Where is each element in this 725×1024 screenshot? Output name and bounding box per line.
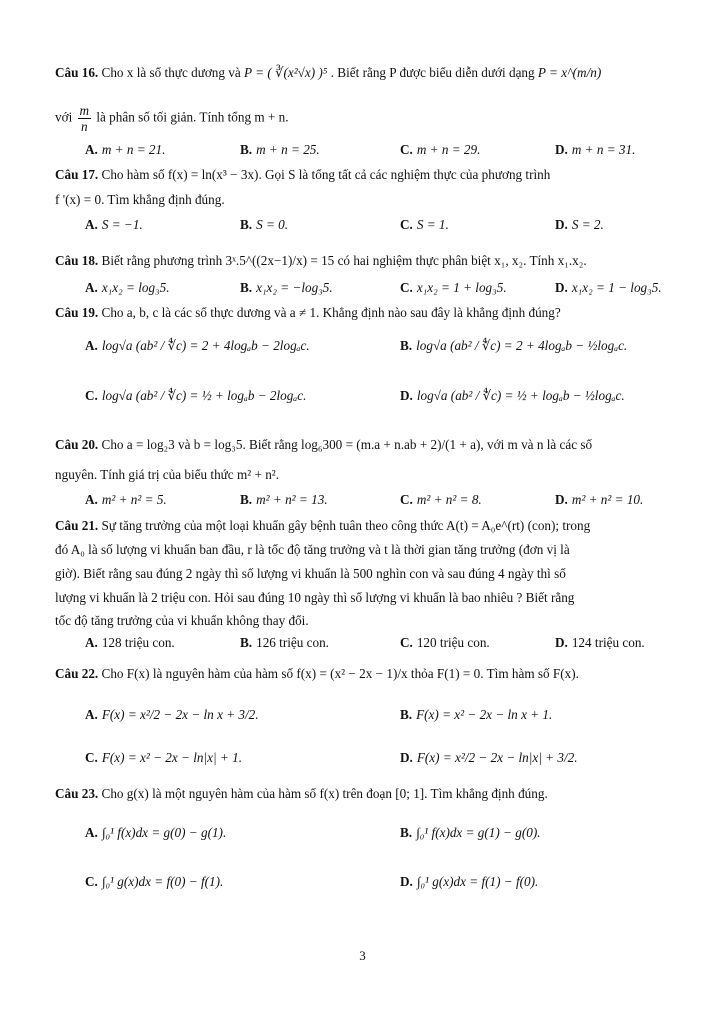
q18-option-c: C. x₁x₂ = 1 + log₃5. [400, 280, 507, 295]
q17-text2: f '(x) = 0. Tìm khẳng định đúng. [55, 192, 225, 207]
q16-option-b: B. m + n = 25. [240, 142, 320, 157]
q19-line1 [55, 304, 561, 322]
q18-option-d: D. x₁x₂ = 1 − log₃5. [555, 280, 662, 295]
q21-line3: giờ). Biết rằng sau đúng 2 ngày thì số lượng vi khuẩn là 500 nghìn con và sau đúng 4 ngày thì số [55, 566, 566, 581]
q21-option-d: D. 124 triệu con. [555, 635, 645, 650]
q17-option-c: C. S = 1. [400, 217, 449, 232]
q23-text1: Cho g(x) là một nguyên hàm của hàm số f(x) trên đoạn [0; 1]. Tìm khẳng định đúng. [101, 786, 548, 801]
q17-option-d: D. S = 2. [555, 217, 604, 232]
q19-text1: Cho a, b, c là các số thực dương và a ≠ 1. Khẳng định nào sau đây là khẳng định đúng? [101, 305, 561, 320]
q16-frac-num: m [79, 103, 90, 118]
q23-option-b: B. ∫₀¹ f(x)dx = g(1) − g(0). [400, 825, 541, 840]
q16-line1 [55, 64, 601, 82]
q21-label: Câu 21. [55, 518, 99, 533]
q20-line2 [55, 466, 279, 484]
q22-text1: Cho F(x) là nguyên hàm của hàm số f(x) = (x² − 2x − 1)/x thỏa F(1) = 0. Tìm hàm số F(x). [101, 666, 579, 681]
q21-option-a: A. 128 triệu con. [85, 635, 175, 650]
q22-label: Câu 22. [55, 666, 99, 681]
q16-form2: P = x^(m/n) [537, 65, 602, 80]
q18-line1 [55, 252, 587, 270]
q21-line5: tốc độ tăng trưởng của vi khuẩn không thay đổi. [55, 613, 309, 628]
q23-line1 [55, 785, 548, 803]
q20-line1 [55, 436, 592, 454]
q16-text1: Cho x là số thực dương và [101, 65, 241, 80]
q22-option-b: B. F(x) = x² − 2x − ln x + 1. [400, 707, 553, 722]
page-number: 3 [359, 948, 366, 963]
q17-text1: Cho hàm số f(x) = ln(x³ − 3x). Gọi S là tổng tất cả các nghiệm thực của phương trình [101, 167, 551, 182]
q16-line2 [55, 103, 289, 134]
q20-text1: Cho a = log₂3 và b = log₃5. Biết rằng log₆300 = (m.a + n.ab + 2)/(1 + a), với m và n là các số [101, 437, 593, 452]
q16-fraction [78, 103, 92, 134]
q16-frac-den: n [81, 119, 88, 134]
q17-option-b: B. S = 0. [240, 217, 289, 232]
q23-option-c: C. ∫₀¹ g(x)dx = f(0) − f(1). [85, 874, 224, 889]
q21-line2: đó A₀ là số lượng vi khuẩn ban đầu, r là tốc độ tăng trưởng và t là thời gian tăng trưởng (đơn vị là [55, 542, 570, 557]
q16-option-a: A. m + n = 21. [85, 142, 166, 157]
q17-line1 [55, 166, 550, 184]
q16-label: Câu 16. [55, 65, 99, 80]
q22-option-a: A. F(x) = x²/2 − 2x − ln x + 3/2. [85, 707, 259, 722]
q21-option-c: C. 120 triệu con. [400, 635, 490, 650]
q23-label: Câu 23. [55, 786, 99, 801]
q23-option-d: D. ∫₀¹ g(x)dx = f(1) − f(0). [400, 874, 539, 889]
q17-option-a: A. S = −1. [85, 217, 143, 232]
q21-option-b: B. 126 triệu con. [240, 635, 329, 650]
q18-label: Câu 18. [55, 253, 99, 268]
q21-text1: Sự tăng trưởng của một loại khuẩn gây bệnh tuân theo công thức A(t) = A₀e^(rt) (con); trong [101, 518, 591, 533]
q19-option-d: D. log√a (ab² / ∜c) = ½ + logₐb − ½logₐc. [400, 388, 625, 403]
q18-option-b: B. x₁x₂ = −log₃5. [240, 280, 333, 295]
q20-text2: nguyên. Tính giá trị của biểu thức m² + n². [55, 467, 280, 482]
q19-option-b: B. log√a (ab² / ∜c) = 2 + 4logₐb − ½logₐc. [400, 338, 628, 353]
q17-label: Câu 17. [55, 167, 99, 182]
q19-label: Câu 19. [55, 305, 99, 320]
q22-line1 [55, 665, 579, 683]
q20-option-a: A. m² + n² = 5. [85, 492, 167, 507]
q21-line4: lượng vi khuẩn là 2 triệu con. Hỏi sau đúng 10 ngày thì số lượng vi khuẩn là bao nhiêu ? Biết rằng [55, 590, 575, 605]
q16-line2b: là phân số tối giản. Tính tổng m + n. [96, 109, 289, 125]
q17-line2 [55, 191, 225, 209]
q20-option-c: C. m² + n² = 8. [400, 492, 482, 507]
q22-option-d: D. F(x) = x²/2 − 2x − ln|x| + 3/2. [400, 750, 578, 765]
q18-option-a: A. x₁x₂ = log₃5. [85, 280, 170, 295]
q16-option-c: C. m + n = 29. [400, 142, 481, 157]
q20-option-d: D. m² + n² = 10. [555, 492, 644, 507]
q20-option-b: B. m² + n² = 13. [240, 492, 328, 507]
q16-option-d: D. m + n = 31. [555, 142, 636, 157]
q23-option-a: A. ∫₀¹ f(x)dx = g(0) − g(1). [85, 825, 227, 840]
q16-formula: P = ( ∛(x²√x) )⁵ [244, 65, 328, 80]
q19-option-a: A. log√a (ab² / ∜c) = 2 + 4logₐb − 2logₐc. [85, 338, 310, 353]
q16-line2a: với [55, 109, 73, 125]
q16-text2: . Biết rằng P được biểu diễn dưới dạng [330, 65, 535, 80]
q20-label: Câu 20. [55, 437, 99, 452]
q18-text1: Biết rằng phương trình 3ˣ.5^((2x−1)/x) = 15 có hai nghiệm thực phân biệt x₁, x₂. Tính x₁.x₂. [101, 253, 587, 268]
q21-line1 [55, 517, 590, 535]
q22-option-c: C. F(x) = x² − 2x − ln|x| + 1. [85, 750, 242, 765]
q19-option-c: C. log√a (ab² / ∜c) = ½ + logₐb − 2logₐc. [85, 388, 307, 403]
